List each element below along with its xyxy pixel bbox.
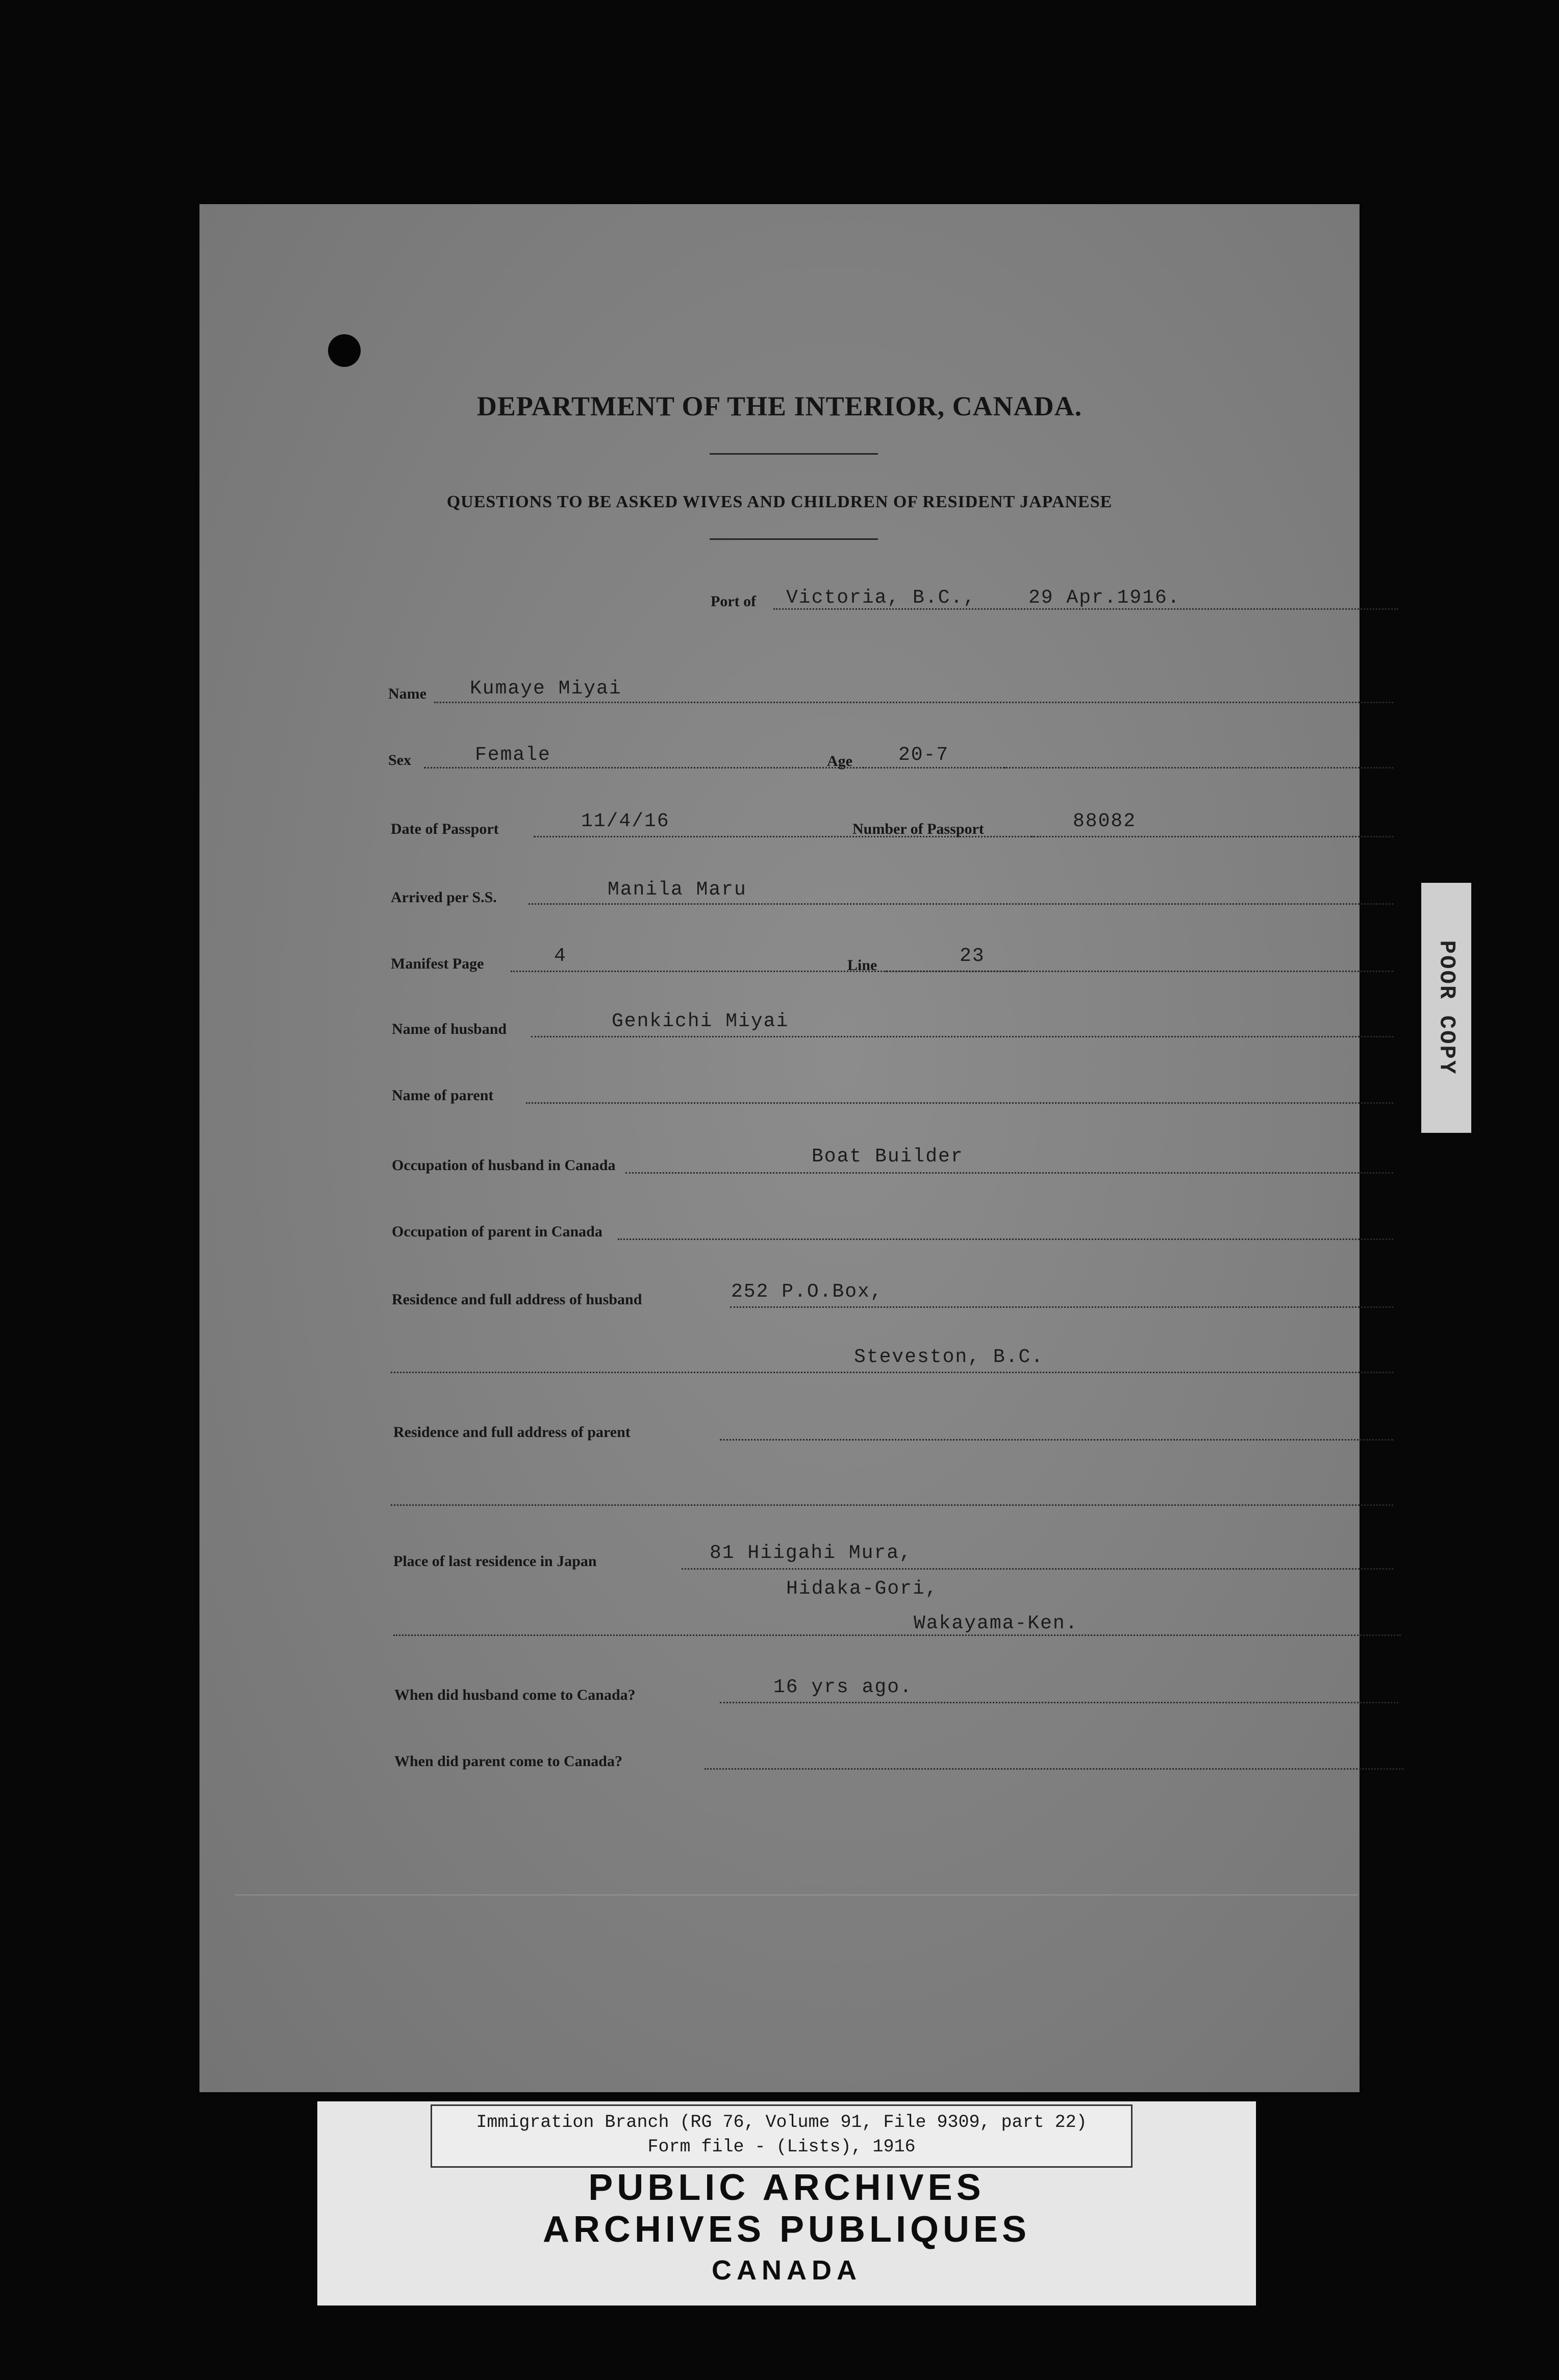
parent-name-line (526, 1102, 1393, 1104)
sex-label: Sex (388, 752, 411, 768)
husband-name-line (531, 1036, 1393, 1037)
husband-residence-value-2: Steveston, B.C. (854, 1346, 1044, 1368)
archive-name-en: PUBLIC ARCHIVES (588, 2167, 985, 2208)
subtitle-divider (710, 538, 878, 540)
parent-arrival-line (705, 1768, 1403, 1770)
passport-number-line (1031, 836, 1393, 837)
passport-number-label: Number of Passport (852, 821, 984, 837)
reference-line-2: Form file - (Lists), 1916 (647, 2137, 916, 2157)
husband-name-value: Genkichi Miyai (612, 1010, 789, 1032)
husband-residence-line-1 (730, 1306, 1393, 1308)
age-value: 20-7 (898, 744, 949, 766)
last-residence-line-1 (682, 1568, 1393, 1570)
name-line (434, 702, 1393, 703)
sex-value: Female (475, 744, 551, 766)
line-value: 23 (960, 945, 985, 967)
port-value: Victoria, B.C., (786, 587, 976, 609)
reference-tag (431, 2104, 1133, 2168)
last-residence-value-1: 81 Hiigahi Mura, (710, 1542, 912, 1564)
husband-occupation-label: Occupation of husband in Canada (392, 1157, 616, 1174)
last-residence-label: Place of last residence in Japan (393, 1553, 597, 1570)
parent-arrival-label: When did parent come to Canada? (394, 1753, 622, 1770)
last-residence-value-2: Hidaka-Gori, (786, 1578, 938, 1600)
parent-occupation-label: Occupation of parent in Canada (392, 1223, 602, 1240)
form-title: DEPARTMENT OF THE INTERIOR, CANADA. (476, 391, 1083, 422)
port-label: Port of (711, 593, 757, 610)
age-line (863, 767, 1393, 768)
poor-copy-stamp (1421, 883, 1471, 1133)
parent-name-label: Name of parent (392, 1087, 494, 1104)
archive-country: CANADA (712, 2255, 862, 2286)
husband-occupation-line (625, 1172, 1393, 1174)
punch-hole (328, 334, 361, 367)
line-label: Line (847, 957, 877, 974)
husband-arrival-value: 16 yrs ago. (773, 1676, 913, 1698)
husband-residence-label: Residence and full address of husband (392, 1291, 642, 1308)
name-label: Name (388, 685, 426, 702)
passport-number-value: 88082 (1073, 810, 1137, 832)
husband-occupation-value: Boat Builder (812, 1146, 964, 1168)
manifest-value: 4 (554, 945, 567, 967)
immigration-form (199, 204, 1360, 2092)
date-value: 29 Apr.1916. (1028, 587, 1180, 609)
last-residence-value-3: Wakayama-Ken. (914, 1613, 1078, 1634)
arrived-value: Manila Maru (608, 879, 747, 901)
parent-residence-line-2 (391, 1504, 1393, 1506)
reference-line-1: Immigration Branch (RG 76, Volume 91, File 9309, part 22) (476, 2112, 1087, 2133)
parent-residence-line-1 (720, 1439, 1393, 1441)
arrived-line (529, 903, 1393, 905)
poor-copy-text: POOR COPY (1434, 940, 1460, 1076)
husband-arrival-line (720, 1702, 1398, 1703)
husband-residence-line-2 (391, 1372, 1393, 1373)
archive-label (317, 2101, 1256, 2305)
line-line (886, 971, 1393, 972)
passport-date-label: Date of Passport (391, 821, 499, 837)
passport-date-value: 11/4/16 (581, 810, 670, 832)
title-divider (710, 453, 878, 455)
archive-name-fr: ARCHIVES PUBLIQUES (542, 2209, 1031, 2250)
manifest-label: Manifest Page (391, 955, 484, 972)
last-residence-line-2 (393, 1634, 1401, 1636)
name-value: Kumaye Miyai (470, 678, 622, 700)
husband-residence-value-1: 252 P.O.Box, (731, 1281, 883, 1303)
age-label: Age (827, 753, 852, 770)
form-subtitle: QUESTIONS TO BE ASKED WIVES AND CHILDREN OF RESIDENT JAPANESE (446, 492, 1113, 511)
arrived-label: Arrived per S.S. (391, 889, 497, 906)
husband-arrival-label: When did husband come to Canada? (394, 1687, 636, 1703)
husband-name-label: Name of husband (392, 1021, 507, 1037)
parent-occupation-line (618, 1238, 1393, 1240)
parent-residence-label: Residence and full address of parent (393, 1424, 631, 1441)
